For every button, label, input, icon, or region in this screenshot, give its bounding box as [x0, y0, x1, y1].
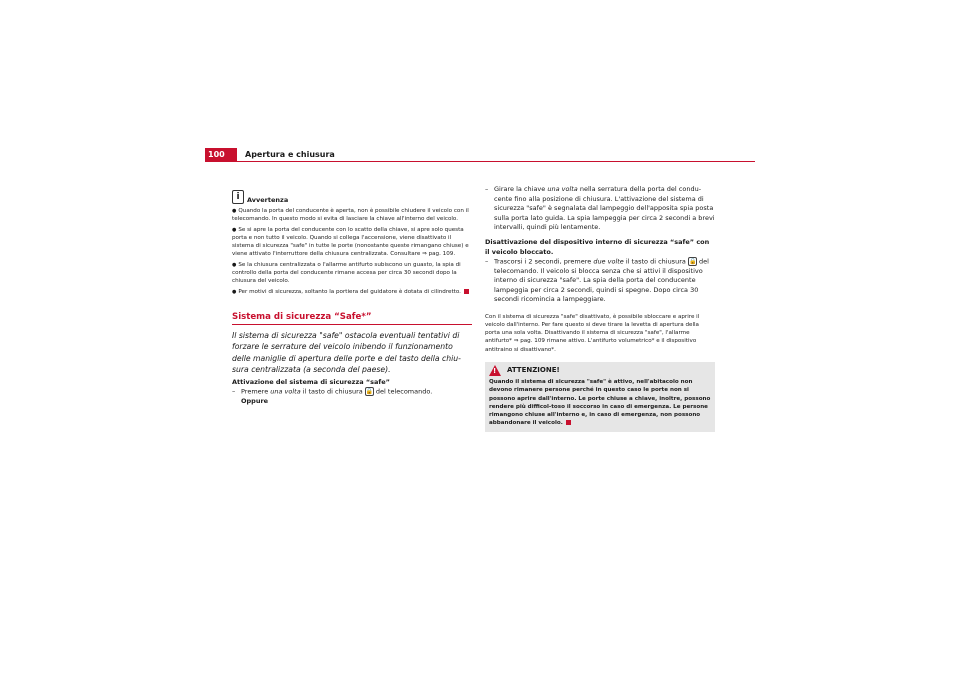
activation-step: [232, 387, 472, 407]
warning-text: [489, 378, 711, 428]
section-lead: Il sistema di sicurezza "safe" ostacola eventuali tentativi di forzare le serrature del veicolo inibendo il funzionamento delle maniglie di apertura delle porte e del tasto della chiu-sura centralizzata (a seconda del paese).: [232, 330, 461, 374]
deactivation-note: Con il sistema di sicurezza "safe" disattivato, è possibile sbloccare e aprire il veicolo dall'interno. Per fare questo si deve tirare la levetta di apertura della porta una sola volta. Disattivando il sistema di sicurezza "safe", l'allarme antifurto* ⇒ pag. 109 rimane attivo. L'antifurto volumetrico* e il dispositivo antitraino si disattivano*.: [485, 313, 700, 353]
warning-triangle-icon: [489, 365, 501, 376]
deactivation-step: [485, 257, 715, 305]
warning-title: ATTENZIONE!: [507, 366, 560, 375]
lock-key-icon: 🔒: [688, 257, 697, 265]
section-title: Sistema di sicurezza “Safe*”: [232, 312, 472, 325]
page-number-badge: [205, 148, 237, 162]
lock-key-icon: 🔒: [365, 388, 374, 396]
note-bullet: ● Quando la porta del conducente è aperta, non è possibile chiudere il veicolo con il telecomando. In questo modo si evita di lasciare la chiave all'interno del veicolo.: [232, 207, 472, 224]
step-emphasis: due volte: [593, 257, 624, 265]
activation-step-key: [485, 185, 715, 233]
page-number: 100: [208, 150, 225, 159]
warning-body: Quando il sistema di sicurezza "safe" è attivo, nell'abitacolo non devono rimanere persone perché in questo caso le porte non si possono aprire dall'interno. Le porte chiuse a chiave, inoltre, possono rendere più difficol-toso il soccorso in caso di emergenza. Le persone rimangono chiuse all'interno e, in caso di emergenza, non possono abbandonare il veicolo.: [489, 378, 711, 427]
note-bullet: ● Se la chiusura centralizzata o l'allarme antifurto subiscono un guasto, la spia di controllo della porta del conducente rimane accesa per circa 30 secondi dopo la chiusura del veicolo.: [232, 261, 472, 286]
step-text: del telecomando.: [373, 387, 433, 396]
deactivation-heading: Disattivazione del dispositivo interno di sicurezza “safe” con il veicolo bloccato.: [485, 237, 710, 256]
step-text: Girare la chiave: [494, 185, 548, 193]
note-header: [232, 190, 472, 204]
step-text: del telecomando. Il veicolo si blocca senza che si attivi il dispositivo interno di sicurezza "safe". La spia della porta del conducente lampeggia per circa 2 secondi, quindi si spegne. Dopo circa 30 secondi ricomincia a lampeggiare.: [494, 257, 709, 303]
warning-box: [485, 362, 715, 432]
step-text: nella serratura della porta del condu-cente fino alla posizione di chiusura. L'attivazione del sistema di sicurezza "safe" è segnalata dal lampeggio dell'apposita spia posta sulla porta lato guida. La spia lampeggia per circa 2 secondi a brevi intervalli, quindi più lentamente.: [494, 185, 715, 231]
note-bullet: ● Se si apre la porta del conducente con lo scatto della chiave, si apre solo questa porta e non tutto il veicolo. Quando si collega l'accensione, viene disattivato il sistema di sicurezza "safe" in tutte le porte (nonostante queste rimangano chiuse) e viene attivato l'interruttore della chiusura centralizzata. Consultare ⇒ pag. 109.: [232, 226, 472, 259]
step-text: Premere: [241, 387, 271, 396]
note-bullet-last: [232, 288, 472, 296]
activation-heading: Attivazione del sistema di sicurezza “safe”: [232, 378, 390, 387]
step-emphasis: una volta: [270, 387, 301, 396]
left-column: [232, 190, 472, 407]
step-text: il tasto di chiusura: [623, 257, 686, 265]
warning-header: [489, 365, 711, 376]
chapter-title: Apertura e chiusura: [245, 150, 335, 159]
note-info-icon: i: [232, 190, 244, 204]
right-column: [485, 185, 715, 432]
step-text: il tasto di chiusura: [300, 387, 363, 396]
page-header: [205, 148, 755, 166]
end-of-section-icon: [464, 289, 469, 294]
step-emphasis: una volta: [547, 185, 578, 193]
or-label: Oppure: [241, 397, 269, 406]
header-divider: [205, 161, 755, 162]
step-text: Trascorsi i 2 secondi, premere: [494, 257, 594, 265]
end-of-section-icon: [566, 420, 571, 425]
note-bullet-text: Per motivi di sicurezza, soltanto la portiera del guidatore è dotata di cilindretto.: [238, 288, 461, 295]
note-title: Avvertenza: [247, 196, 289, 204]
